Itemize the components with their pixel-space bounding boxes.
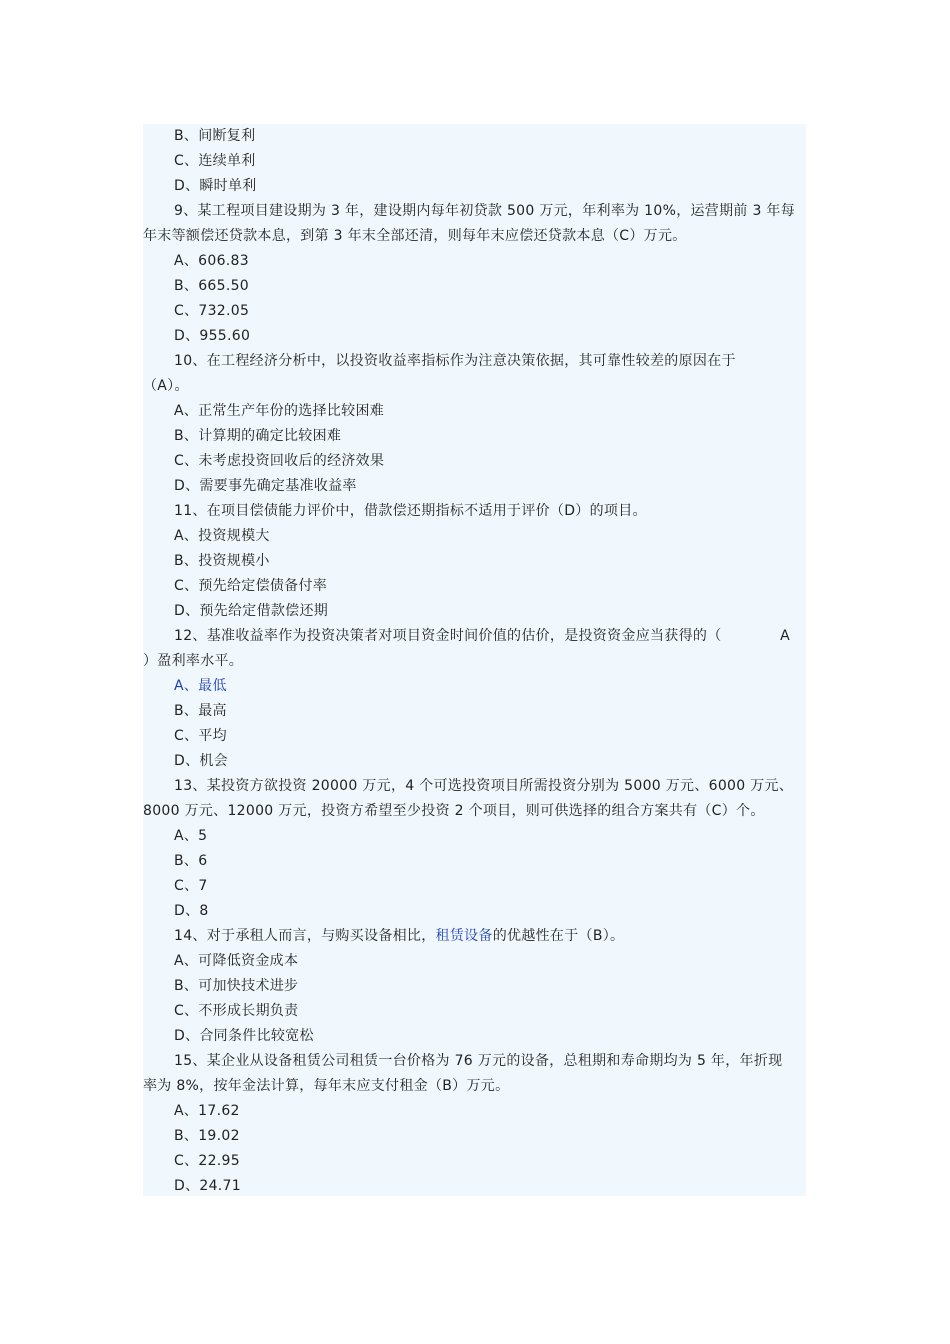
q10-stem-line1: 10、在工程经济分析中，以投资收益率指标作为注意决策依据，其可靠性较差的原因在于: [174, 353, 736, 369]
q15-option-b: B、19.02: [174, 1128, 240, 1144]
q13-option-c: C、7: [174, 878, 208, 894]
q14-stem: [174, 924, 806, 949]
q12-option-b: B、最高: [174, 703, 227, 719]
q11-option-b: B、投资规模小: [174, 553, 270, 569]
q10-option-d: D、需要事先确定基准收益率: [174, 478, 357, 494]
q12-stem-line2: ）盈利率水平。: [143, 653, 244, 669]
q15-option-a: A、17.62: [174, 1103, 240, 1119]
q13-option-a: A、5: [174, 828, 208, 844]
q10-option-b: B、计算期的确定比较困难: [174, 428, 342, 444]
q15-stem-line2: 率为 8%，按年金法计算，每年末应支付租金（B）万元。: [143, 1078, 510, 1094]
q8-option-d: D、瞬时单利: [174, 178, 257, 194]
q14-option-d: D、合同条件比较宽松: [174, 1028, 314, 1044]
q14-option-c: C、不形成长期负责: [174, 1003, 299, 1019]
q14-option-a: A、可降低资金成本: [174, 953, 299, 969]
q10-option-c: C、未考虑投资回收后的经济效果: [174, 453, 385, 469]
q12-stem-line1: [174, 624, 806, 649]
q12-option-a: A、最低: [174, 678, 227, 694]
q11-option-c: C、预先给定偿债备付率: [174, 578, 328, 594]
q15-stem-line1: 15、某企业从设备租赁公司租赁一台价格为 76 万元的设备，总租期和寿命期均为 5 年，年折现: [174, 1053, 783, 1069]
q12-stem-line1-text: 12、基准收益率作为投资决策者对项目资金时间价值的估价，是投资资金应当获得的（: [174, 628, 722, 644]
q12-option-c: C、平均: [174, 728, 227, 744]
q9-stem-line2: 年末等额偿还贷款本息，到第 3 年末全部还清，则每年末应偿还贷款本息（C）万元。: [143, 228, 687, 244]
q12-option-d: D、机会: [174, 753, 228, 769]
q15-option-c: C、22.95: [174, 1153, 240, 1169]
q9-stem-line1: 9、某工程项目建设期为 3 年，建设期内每年初贷款 500 万元，年利率为 10%，运营期前 3 年每: [174, 203, 796, 219]
q10-stem-line2: （A）。: [143, 378, 189, 394]
q14-stem-post: 的优越性在于（B）。: [492, 928, 625, 944]
q8-option-b: B、间断复利: [174, 128, 256, 144]
q14-option-b: B、可加快技术进步: [174, 978, 299, 994]
q13-stem-line1: 13、某投资方欲投资 20000 万元，4 个可选投资项目所需投资分别为 5000 万元、6000 万元、: [174, 778, 794, 794]
q14-stem-pre: 14、对于承租人而言，与购买设备相比，: [174, 928, 436, 944]
q13-option-d: D、8: [174, 903, 209, 919]
q15-option-d: D、24.71: [174, 1178, 241, 1194]
q11-option-d: D、预先给定借款偿还期: [174, 603, 329, 619]
q10-option-a: A、正常生产年份的选择比较困难: [174, 403, 385, 419]
q11-option-a: A、投资规模大: [174, 528, 270, 544]
q13-option-b: B、6: [174, 853, 208, 869]
q9-option-c: C、732.05: [174, 303, 250, 319]
q13-stem-line2: 8000 万元、12000 万元，投资方希望至少投资 2 个项目，则可供选择的组合方案共有（C）个。: [143, 803, 765, 819]
leasing-equipment-link[interactable]: 租赁设备: [435, 928, 493, 944]
q8-option-c: C、连续单利: [174, 153, 256, 169]
question-list: [143, 124, 806, 1196]
q12-stem-answer: A: [780, 628, 790, 644]
q9-option-a: A、606.83: [174, 253, 249, 269]
q9-option-d: D、955.60: [174, 328, 251, 344]
q11-stem: 11、在项目偿债能力评价中，借款偿还期指标不适用于评价（D）的项目。: [174, 503, 647, 519]
q9-option-b: B、665.50: [174, 278, 249, 294]
